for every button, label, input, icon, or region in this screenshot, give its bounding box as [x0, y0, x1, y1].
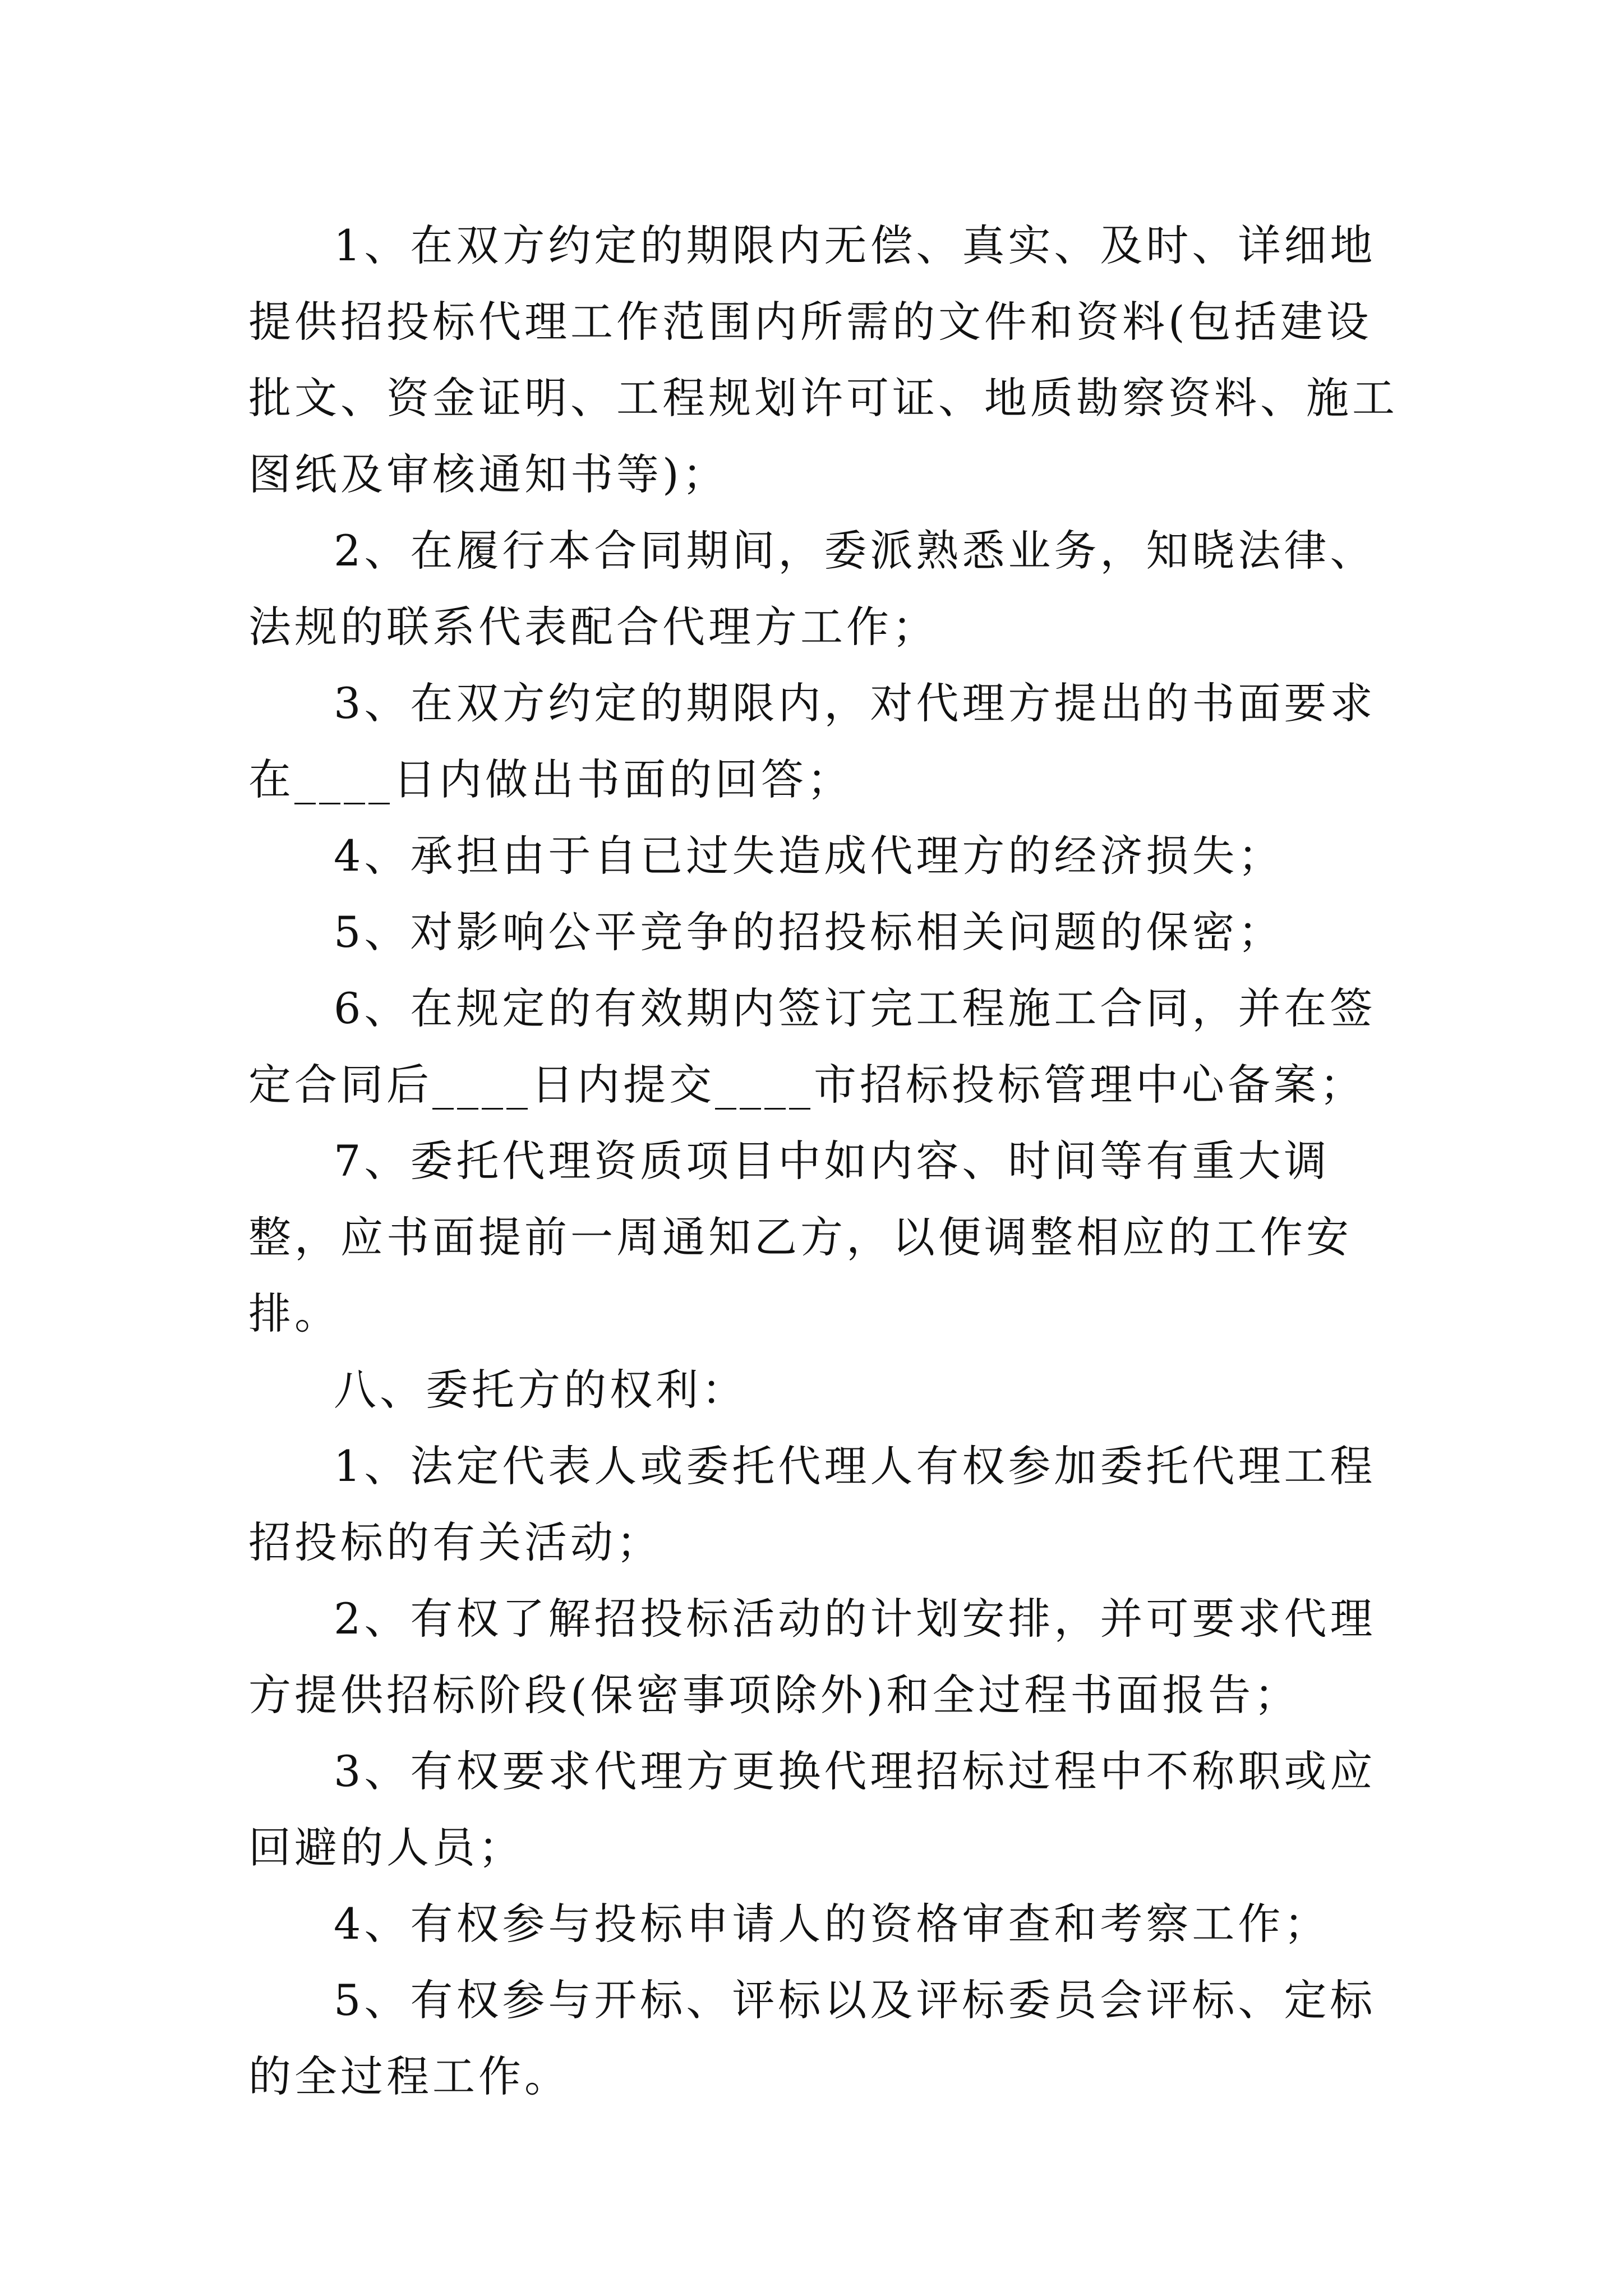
paragraph-obligation-5: 5、对影响公平竞争的招投标相关问题的保密； — [334, 907, 1284, 957]
paragraph-obligation-7: 7、委托代理资质项目中如内容、时间等有重大调整，应书面提前一周通知乙方，以便调整相应的工作安排。 — [248, 1136, 1352, 1338]
paragraph-obligation-3: 3、在双方约定的期限内，对代理方提出的书面要求在____日内做出书面的回答； — [248, 678, 1376, 804]
paragraph-right-5: 5、有权参与开标、评标以及评标委员会评标、定标的全过程工作。 — [248, 1975, 1376, 2101]
paragraph-right-2: 2、有权了解招投标活动的计划安排，并可要求代理方提供招标阶段(保密事项除外)和全过程书面报告； — [248, 1594, 1376, 1720]
paragraph-right-3: 3、有权要求代理方更换代理招标过程中不称职或应回避的人员； — [248, 1746, 1376, 1872]
paragraph-right-1: 1、法定代表人或委托代理人有权参加委托代理工程招投标的有关活动； — [248, 1441, 1376, 1567]
section-heading-rights: 八、委托方的权利： — [334, 1365, 748, 1415]
paragraph-obligation-4: 4、承担由于自已过失造成代理方的经济损失； — [334, 831, 1284, 881]
paragraph-right-4: 4、有权参与投标申请人的资格审查和考察工作； — [334, 1899, 1330, 1949]
document-body — [248, 208, 1415, 2115]
paragraph-obligation-6: 6、在规定的有效期内签订完工程施工合同，并在签定合同后____日内提交____市招标投标管理中心备案； — [248, 983, 1376, 1110]
paragraph-obligation-2: 2、在履行本合同期间，委派熟悉业务，知晓法律、法规的联系代表配合代理方工作； — [248, 526, 1376, 652]
paragraph-obligation-1: 1、在双方约定的期限内无偿、真实、及时、详细地提供招投标代理工作范围内所需的文件和资料(包括建设批文、资金证明、工程规划许可证、地质勘察资料、施工图纸及审核通知书等)； — [248, 220, 1398, 499]
